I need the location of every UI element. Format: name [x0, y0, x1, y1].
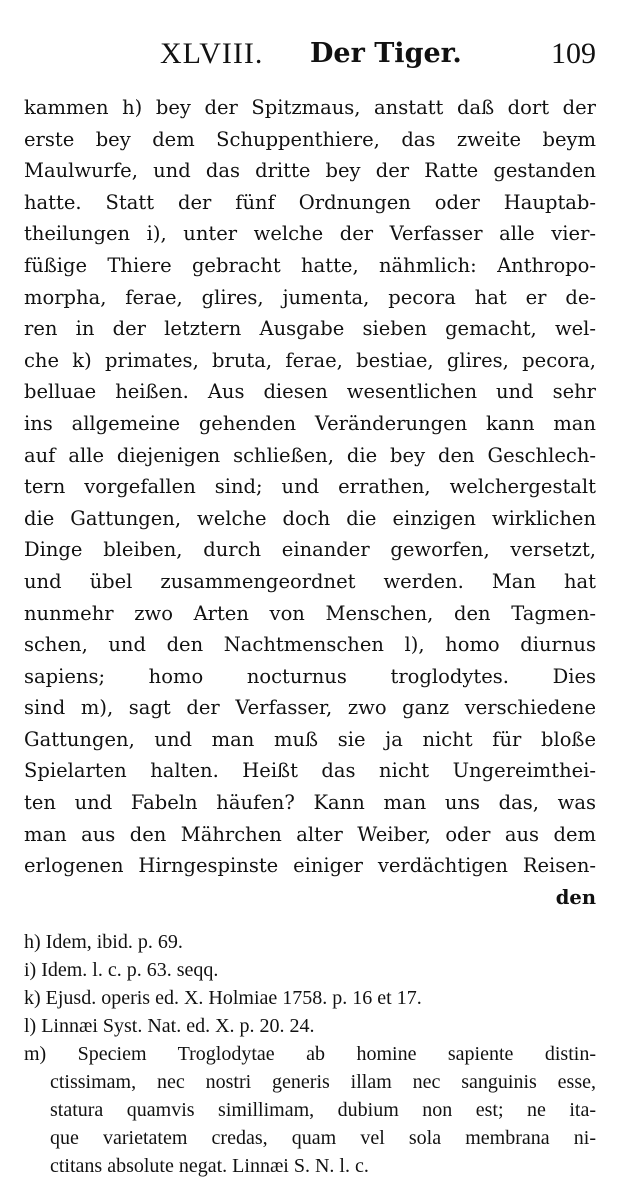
body-line: erste bey dem Schuppenthiere, das zweite beym: [24, 127, 596, 151]
body-line: morpha, ferae, glires, jumenta, pecora hat er de-: [24, 285, 596, 309]
footnote-m-line: statura quamvis simillimam, dubium non est; ne ita-: [50, 1099, 596, 1121]
body-line: und übel zusammengeordnet werden. Man hat: [24, 569, 596, 593]
body-line: tern vorgefallen sind; und errathen, welchergestalt: [24, 475, 596, 499]
catchword: den: [555, 885, 596, 909]
body-line: ins allgemeine gehenden Veränderungen kann man: [24, 411, 596, 435]
footnote-i: i) Idem. l. c. p. 63. seqq.: [24, 959, 219, 981]
running-head: [20, 34, 600, 74]
body-line: theilungen i), unter welche der Verfasser alle vier-: [24, 222, 596, 246]
footnote-m-line: ctissimam, nec nostri generis illam nec sanguinis esse,: [50, 1071, 596, 1093]
body-text: [24, 92, 596, 913]
body-line: che k) primates, bruta, ferae, bestiae, glires, pecora,: [24, 348, 596, 372]
body-line: ren in der letztern Ausgabe sieben gemacht, wel-: [24, 317, 596, 341]
footnote-k: k) Ejusd. operis ed. X. Holmiae 1758. p. 16 et 17.: [24, 987, 422, 1009]
body-line: sind m), sagt der Verfasser, zwo ganz verschiedene: [24, 696, 596, 720]
body-line: belluae heißen. Aus diesen wesentlichen und sehr: [24, 380, 596, 404]
body-line: Maulwurfe, und das dritte bey der Ratte gestanden: [24, 159, 596, 183]
body-line: ten und Fabeln häufen? Kann man uns das, was: [24, 791, 596, 815]
body-line: die Gattungen, welche doch die einzigen wirklichen: [24, 506, 596, 530]
body-line: sapiens; homo nocturnus troglodytes. Dies: [24, 664, 596, 688]
chapter-number: XLVIII.: [160, 37, 264, 70]
footnote-l: l) Linnæi Syst. Nat. ed. X. p. 20. 24.: [24, 1015, 315, 1037]
footnote-m-line: ctitans absolute negat. Linnæi S. N. l. c.: [50, 1155, 369, 1177]
body-line: nunmehr zwo Arten von Menschen, den Tagmen-: [24, 601, 596, 625]
body-line: schen, und den Nachtmenschen l), homo diurnus: [24, 633, 596, 657]
body-line: Dinge bleiben, durch einander geworfen, versetzt,: [24, 538, 596, 562]
footnotes: [24, 928, 596, 1180]
body-line: kammen h) bey der Spitzmaus, anstatt daß dort der: [24, 96, 596, 119]
page-number: 109: [551, 37, 596, 70]
body-line: erlogenen Hirngespinste einiger verdächtigen Reisen-: [24, 854, 596, 878]
body-line: auf alle diejenigen schließen, die bey den Geschlech-: [24, 443, 596, 467]
body-line: füßige Thiere gebracht hatte, nähmlich: Anthropo-: [24, 253, 596, 277]
body-line: hatte. Statt der fünf Ordnungen oder Hauptab-: [24, 190, 596, 214]
chapter-title: Der Tiger.: [310, 38, 462, 69]
body-line: Spielarten halten. Heißt das nicht Ungereimthei-: [24, 759, 596, 783]
body-line: man aus den Mährchen alter Weiber, oder aus dem: [24, 822, 596, 846]
footnote-m: m) Speciem Troglodytae ab homine sapiente distin-: [24, 1043, 596, 1065]
footnote-h: h) Idem, ibid. p. 69.: [24, 931, 183, 953]
footnote-m-line: que varietatem credas, quam vel sola membrana ni-: [50, 1127, 596, 1149]
body-line: Gattungen, und man muß sie ja nicht für bloße: [24, 727, 596, 751]
